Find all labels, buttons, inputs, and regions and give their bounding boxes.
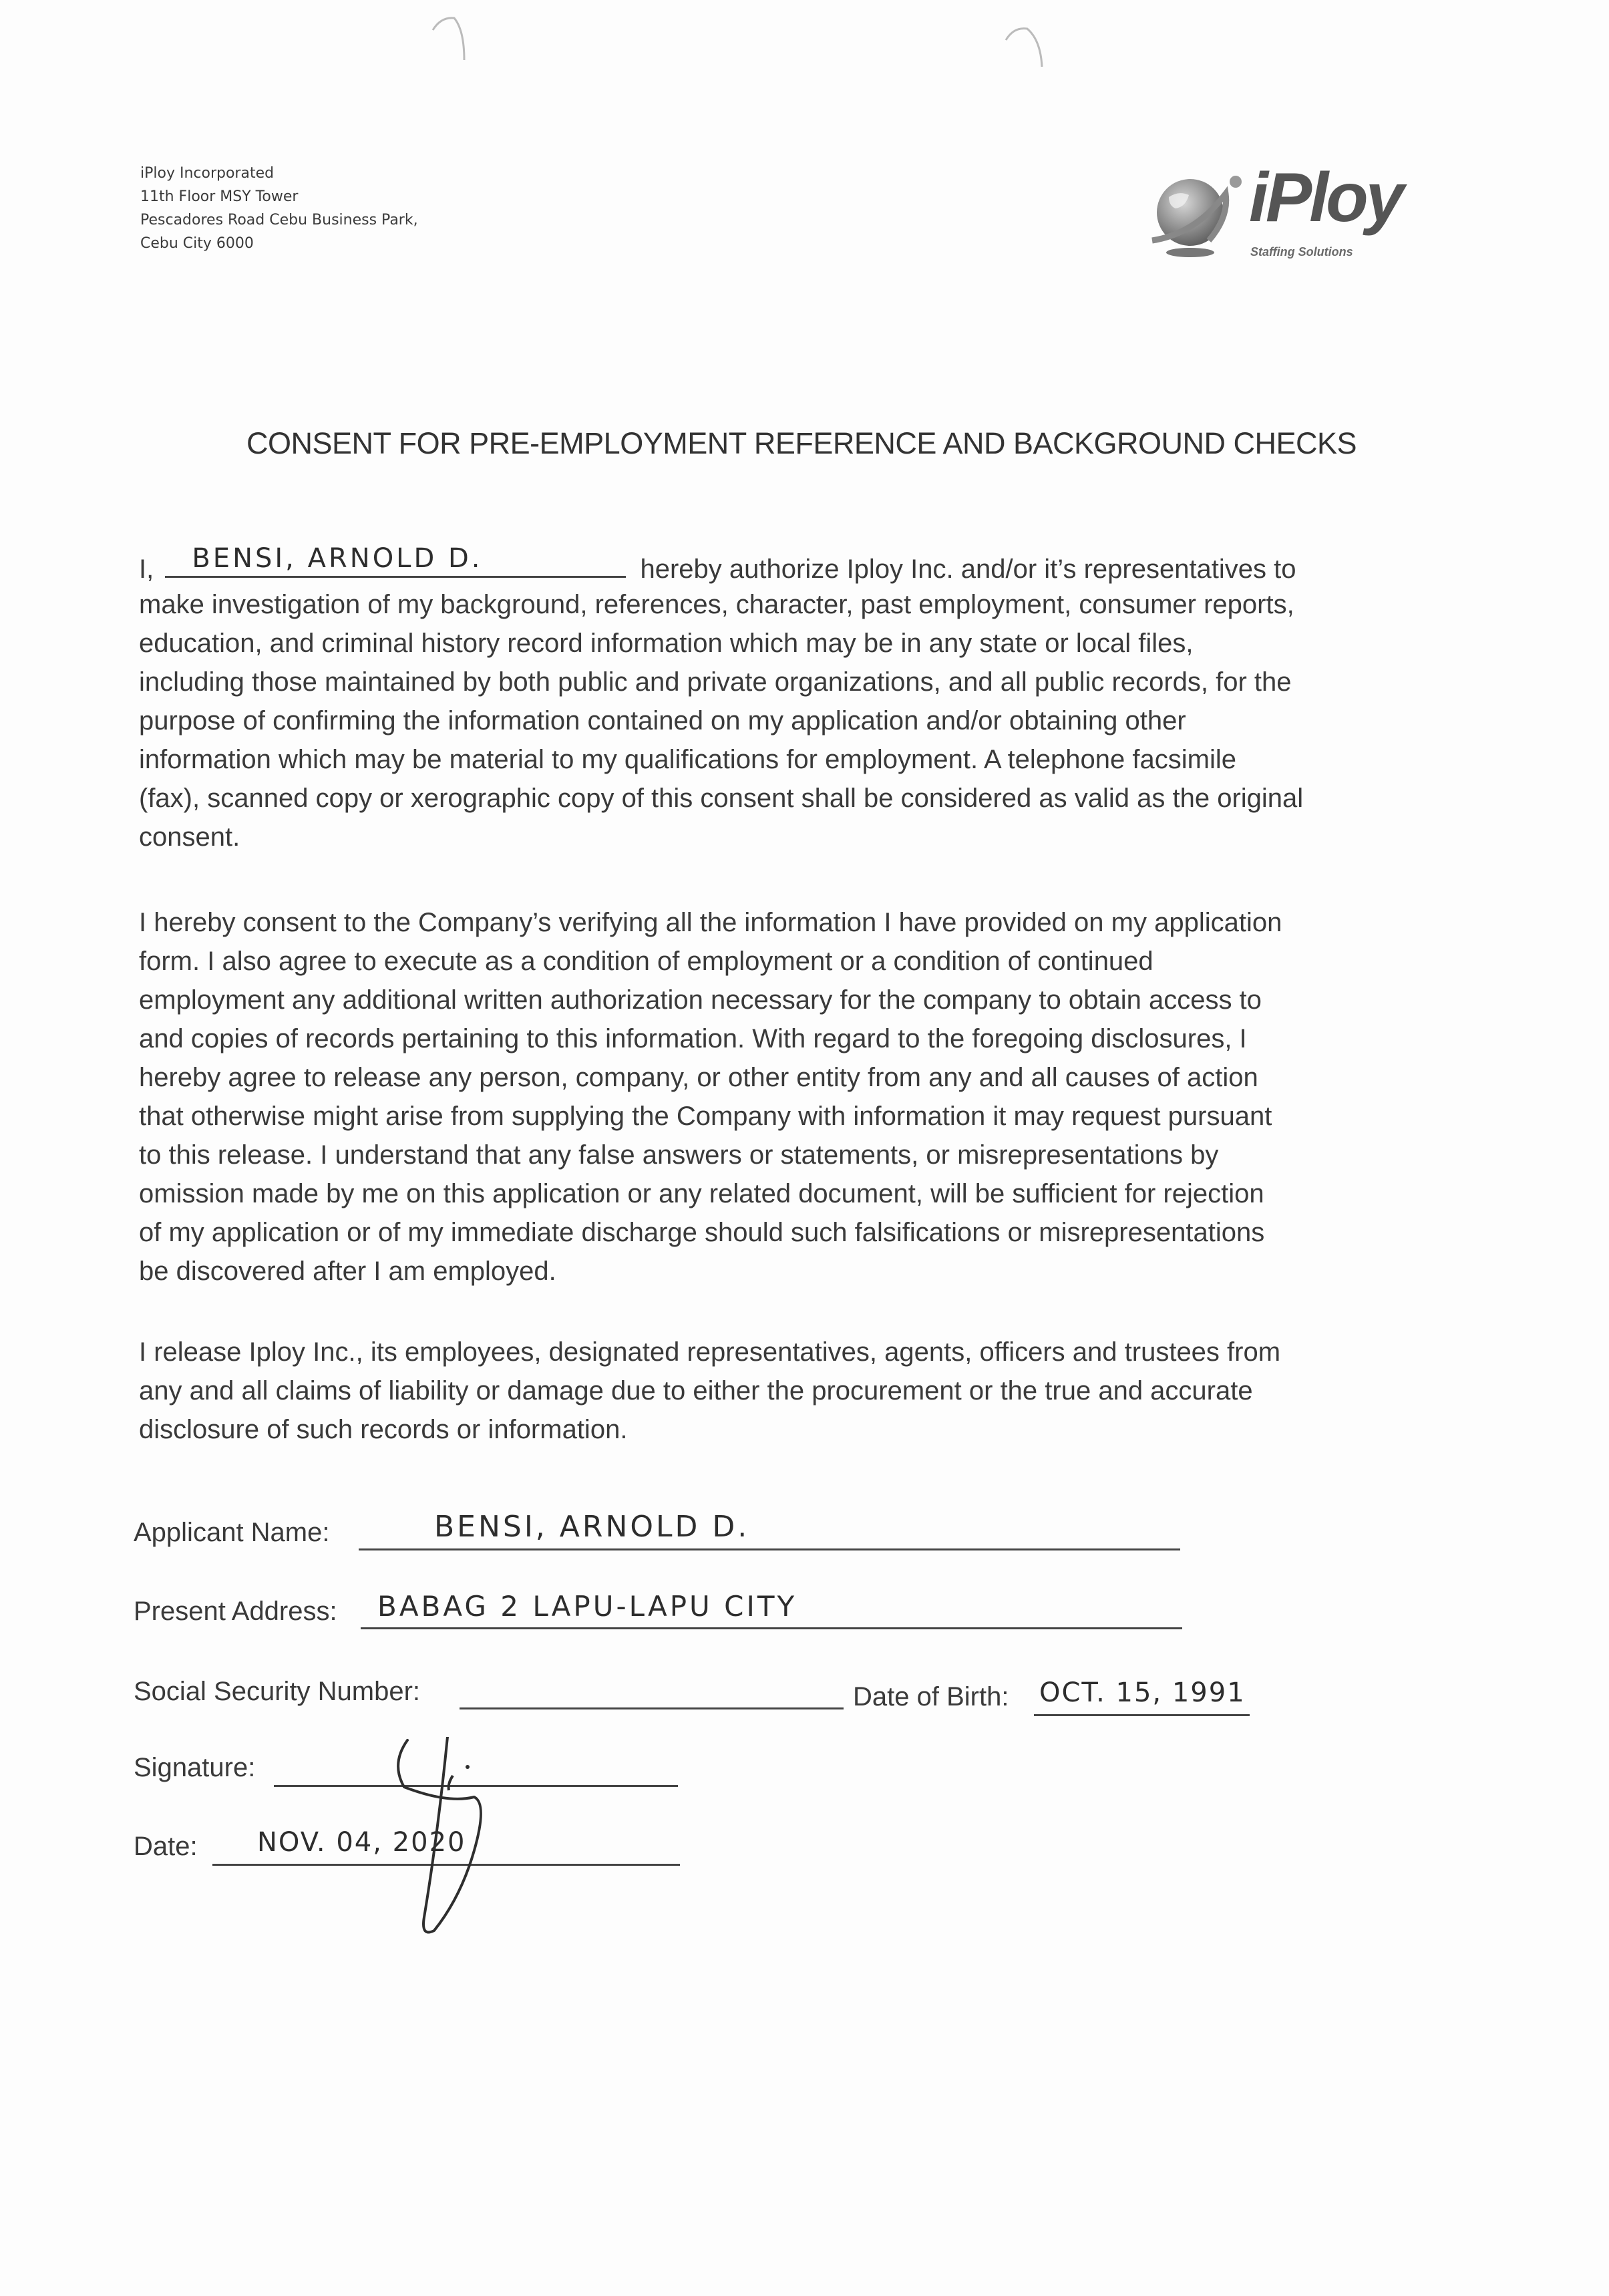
present-address-value: BABAG 2 LAPU-LAPU CITY bbox=[377, 1590, 797, 1623]
company-address bbox=[140, 162, 418, 255]
paragraph-line: make investigation of my background, references, character, past employment, consumer reports, bbox=[139, 590, 1294, 619]
paragraph-line: be discovered after I am employed. bbox=[139, 1257, 556, 1286]
present-address-label: Present Address: bbox=[134, 1597, 337, 1626]
present-address-input[interactable] bbox=[361, 1627, 1182, 1629]
logo-tagline: Staffing Solutions bbox=[1250, 245, 1353, 259]
paragraph-line: purpose of confirming the information contained on my application and/or obtaining other bbox=[139, 706, 1186, 735]
staple-mark-icon bbox=[1002, 17, 1069, 70]
paragraph-line: (fax), scanned copy or xerographic copy of this consent shall be considered as valid as the original bbox=[139, 784, 1304, 813]
paragraph-line: employment any additional written authorization necessary for the company to obtain access to bbox=[139, 985, 1262, 1015]
applicant-name-input[interactable] bbox=[359, 1548, 1180, 1550]
company-name: iPloy Incorporated bbox=[140, 165, 275, 182]
paragraph-first-line bbox=[139, 543, 1405, 585]
paragraph-line: to this release. I understand that any false answers or statements, or misrepresentations by bbox=[139, 1140, 1219, 1170]
applicant-name-field bbox=[134, 1516, 329, 1548]
name-blank[interactable] bbox=[165, 543, 626, 578]
date-value: NOV. 04, 2020 bbox=[257, 1827, 466, 1858]
dob-value: OCT. 15, 1991 bbox=[1039, 1677, 1246, 1708]
paragraph-line: I hereby consent to the Company’s verifying all the information I have provided on my application bbox=[139, 908, 1282, 937]
dob-field bbox=[853, 1681, 1009, 1713]
ssn-input[interactable] bbox=[460, 1707, 844, 1709]
dob-input[interactable] bbox=[1034, 1714, 1250, 1716]
present-address-field bbox=[134, 1595, 337, 1627]
ssn-field bbox=[134, 1675, 420, 1707]
address-line: 11th Floor MSY Tower bbox=[140, 188, 299, 205]
paragraph-line: information which may be material to my qualifications for employment. A telephone facsimile bbox=[139, 745, 1236, 774]
logo-wordmark: iPloy bbox=[1249, 159, 1402, 236]
handwritten-signature bbox=[374, 1737, 548, 1937]
prefix-i: I, bbox=[139, 554, 154, 584]
paragraph-line: omission made by me on this application or any related document, will be sufficient for rejection bbox=[139, 1179, 1264, 1208]
iploy-logo bbox=[1149, 160, 1429, 274]
paragraph-line: and copies of records pertaining to this information. With regard to the foregoing disclosures, I bbox=[139, 1024, 1247, 1053]
paragraph-line: of my application or of my immediate discharge should such falsifications or misrepresentations bbox=[139, 1218, 1265, 1247]
paragraph-line: disclosure of such records or information. bbox=[139, 1415, 628, 1444]
paragraph-line: education, and criminal history record information which may be in any state or local files, bbox=[139, 629, 1194, 658]
paragraph-line: any and all claims of liability or damage due to either the procurement or the true and accurate bbox=[139, 1376, 1253, 1406]
first-line-rest: hereby authorize Iploy Inc. and/or it’s representatives to bbox=[640, 554, 1296, 584]
address-line: Pescadores Road Cebu Business Park, bbox=[140, 212, 418, 228]
paragraph-line: including those maintained by both public and private organizations, and all public records, for the bbox=[139, 667, 1292, 697]
paragraph-line: hereby agree to release any person, company, or other entity from any and all causes of action bbox=[139, 1063, 1258, 1092]
paragraph-line: form. I also agree to execute as a condition of employment or a condition of continued bbox=[139, 947, 1153, 976]
date-label: Date: bbox=[134, 1832, 198, 1861]
applicant-name-label: Applicant Name: bbox=[134, 1518, 330, 1547]
paragraph-authorization bbox=[139, 543, 1405, 856]
staple-mark-icon bbox=[427, 10, 494, 63]
date-field bbox=[134, 1830, 198, 1862]
ssn-label: Social Security Number: bbox=[134, 1677, 421, 1706]
address-line: Cebu City 6000 bbox=[140, 235, 254, 252]
paragraph-line: consent. bbox=[139, 822, 240, 852]
globe-icon bbox=[1149, 167, 1249, 267]
applicant-name-value: BENSI, ARNOLD D. bbox=[434, 1510, 750, 1544]
handwritten-name: BENSI, ARNOLD D. bbox=[192, 543, 483, 574]
paragraph-consent bbox=[139, 903, 1405, 1291]
document-title: CONSENT FOR PRE-EMPLOYMENT REFERENCE AND BACKGROUND CHECKS bbox=[246, 426, 1357, 460]
signature-field bbox=[134, 1752, 255, 1784]
paragraph-line: that otherwise might arise from supplying the Company with information it may request pursuant bbox=[139, 1102, 1272, 1131]
paragraph-release bbox=[139, 1333, 1388, 1449]
signature-label: Signature: bbox=[134, 1753, 256, 1782]
dob-label: Date of Birth: bbox=[853, 1682, 1009, 1711]
paragraph-line: I release Iploy Inc., its employees, designated representatives, agents, officers and trustees from bbox=[139, 1337, 1281, 1367]
